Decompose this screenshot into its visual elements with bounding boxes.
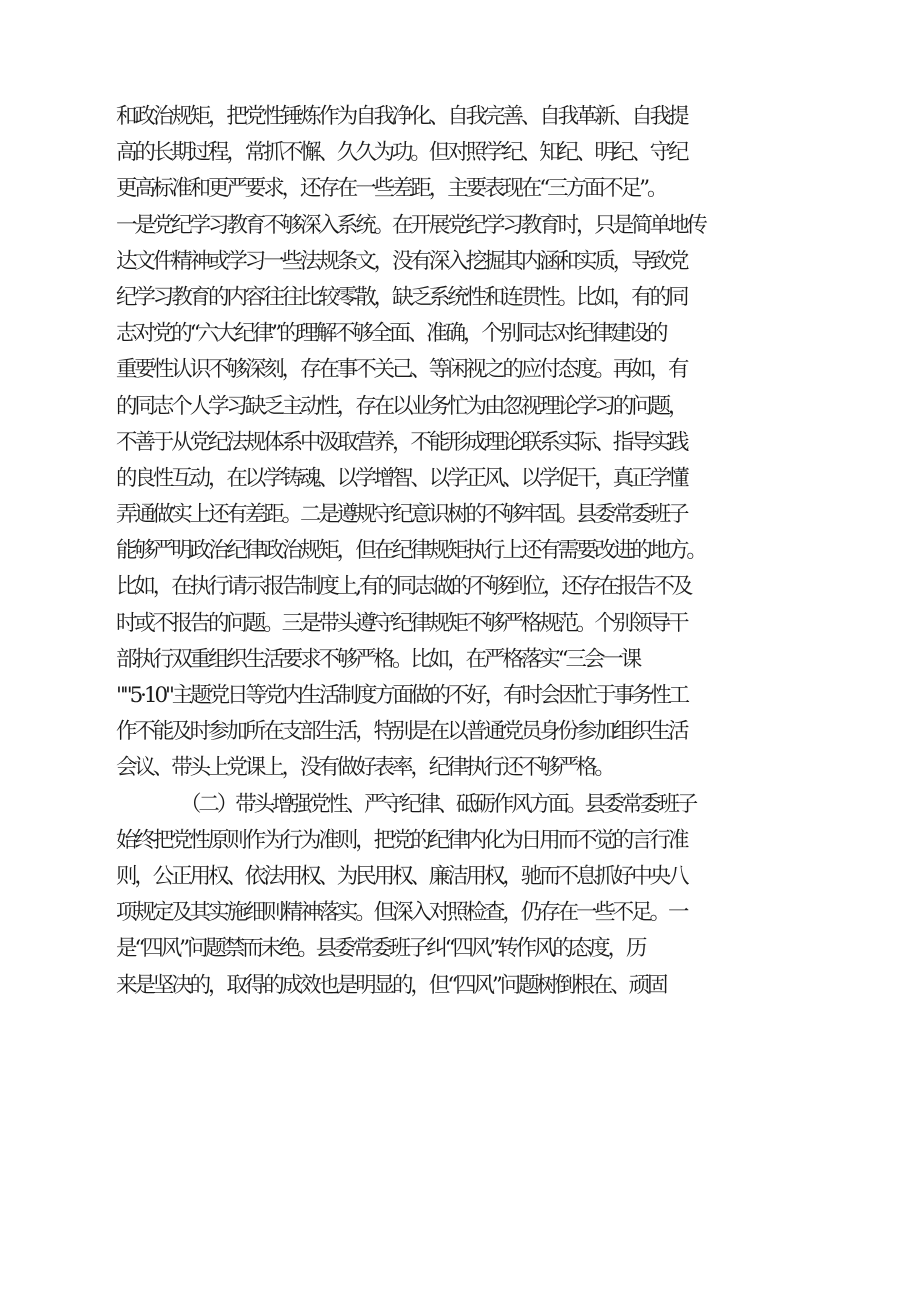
text-line: 不善于从党纪法规体系中汲取营养，不能形成理论联系实际、指导实践 — [116, 429, 687, 455]
text-line: 来是坚决的，取得的成效也是明显的，但“四风”问题树倒根在、顽固 — [116, 972, 666, 998]
document-body — [116, 99, 916, 1004]
text-line: 的良性互动，在以学铸魂、以学增智、以学正风、以学促干，真正学懂 — [116, 465, 687, 491]
paragraph-2 — [116, 787, 916, 1004]
text-line: 作不能及时参加所在支部生活，特别是在以普通党员身份参加组织生活 — [116, 719, 687, 745]
text-line: 时或不报告的问题。三是带头遵守纪律规矩不够严格规范。个别领导干 — [116, 610, 687, 636]
text-line: 达文件精神或学习一些法规条文，没有深入挖掘其内涵和实质，导致党 — [116, 248, 687, 274]
text-line-first-indented: （二）带头增强党性、严守纪律、砥砺作风方面。县委常委班子 — [180, 791, 696, 817]
text-line: 的同志个人学习缺乏主动性，存在以业务忙为由忽视理论学习的问题， — [116, 393, 687, 419]
paragraph-1 — [116, 99, 916, 787]
text-line: 弄通做实上还有差距。二是遵规守纪意识树的不够牢固。县委常委班子 — [116, 502, 687, 528]
text-line: 和政治规矩，把党性锤炼作为自我净化、自我完善、自我革新、自我提 — [116, 104, 687, 129]
text-line: 则，公正用权、依法用权、为民用权、廉洁用权，驰而不息抓好中央八 — [116, 863, 687, 889]
text-line: 志对党的“六大纪律”的理解不够全面、准确，个别同志对纪律建设的 — [116, 321, 666, 347]
text-line: 更高标准和更严要求，还存在一些差距，主要表现在“三方面不足”。 — [116, 176, 666, 202]
text-line: 始终把党性原则作为行为准则，把党的纪律内化为日用而不觉的言行准 — [116, 827, 687, 853]
text-line: 重要性认识不够深刻，存在事不关己、等闲视之的应付态度。再如，有 — [116, 357, 687, 383]
text-line: 比如，在执行请示报告制度上,有的同志做的不够到位，还存在报告不及 — [116, 574, 691, 600]
text-line: 能够严明政治纪律政治规矩，但在纪律规矩执行上还有需要改进的地方。 — [116, 538, 705, 564]
text-line: 会议、带头上党课上，没有做好表率，纪律执行还不够严格。 — [116, 755, 613, 781]
text-line: 是“四风”问题禁而未绝。县委常委班子纠“四风”转作风的态度，历 — [116, 936, 645, 962]
text-line: ""5·10"主题党日等党内生活制度方面做的不好，有时会因忙于事务性工 — [116, 683, 688, 708]
text-line: 部执行双重组织生活要求不够严格。比如，在严格落实“三会一课 — [116, 646, 640, 672]
text-line: 一是党纪学习教育不够深入系统。在开展党纪学习教育时，只是简单地传 — [116, 212, 705, 238]
text-line: 纪学习教育的内容往往比较零散，缺乏系统性和连贯性。比如，有的同 — [116, 284, 687, 310]
text-line: 高的长期过程，常抓不懈、久久为功。但对照学纪、知纪、明纪、守纪 — [116, 140, 687, 166]
text-line: 项规定及其实施细则精神落实。但深入对照检查，仍存在一些不足。一 — [116, 900, 687, 926]
